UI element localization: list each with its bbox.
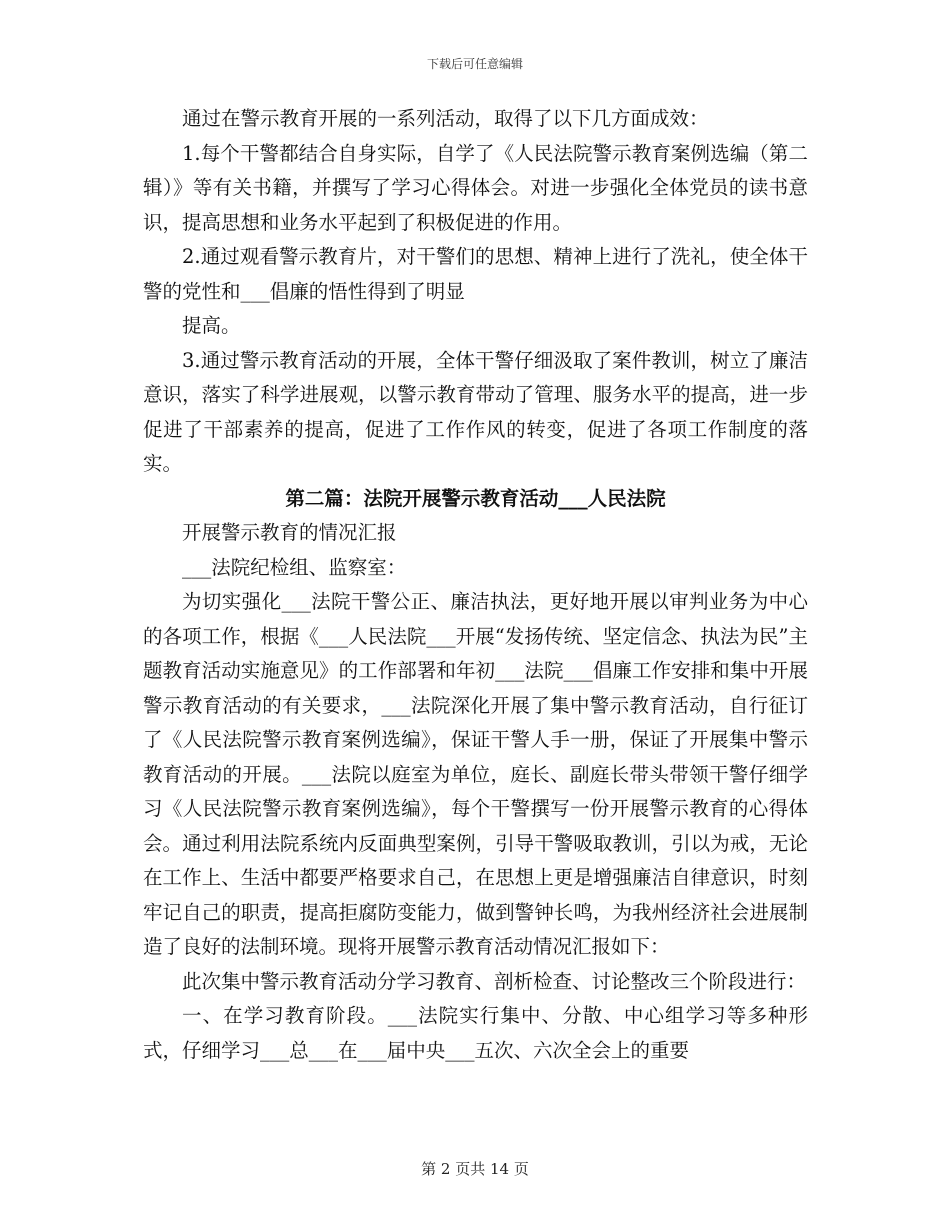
paragraph-report-title: 开展警示教育的情况汇报	[182, 521, 397, 544]
paragraph-stage-1: 一、在学习教育阶段。___法院实行集中、分散、中心组学习等多种形式，仔细学习___总___在___届中央___五次、六次全会上的重要	[143, 1004, 808, 1062]
paragraph-recipient: ___法院纪检组、监察室：	[182, 555, 407, 579]
section-heading: 第二篇：法院开展警示教育活动___人民法院	[285, 486, 666, 510]
paragraph-item-2-continued: 提高。	[182, 314, 241, 337]
paragraph-report-body: 为切实强化___法院干警公正、廉洁执法，更好地开展以审判业务为中心的各项工作，根据《___人民法院___开展“发扬传统、坚定信念、执法为民”主题教育活动实施意见》的工作部署和年初___法院___倡廉工作安排和集中开展警示教育活动的有关要求，___法院深化开展了集中警示教育活动，自行征订了《人民法院警示教育案例选编》，保证干警人手一册，保证了开展集中警示教育活动的开展。___法院以庭室为单位，庭长、副庭长带头带领干警仔细学习《人民法院警示教育案例选编》，每个干警撰写一份开展警示教育的心得体会。通过利用法院系统内反面典型案例，引导干警吸取教训，引以为戒，无论在工作上、生活中都要严格要求自己，在思想上更是增强廉洁自律意识，时刻牢记自己的职责，提高拒腐防变能力，做到警钟长鸣，为我州经济社会进展制造了良好的法制环境。现将开展警示教育活动情况汇报如下：	[143, 590, 808, 958]
page-footer: 第 2 页共 14 页	[421, 1160, 529, 1178]
paragraph-item-1: 1.每个干警都结合自身实际，自学了《人民法院警示教育案例选编（第二辑）》等有关书籍，并撰写了学习心得体会。对进一步强化全体党员的读书意识，提高思想和业务水平起到了积极促进的作用。	[143, 141, 808, 234]
paragraph-item-3: 3.通过警示教育活动的开展，全体干警仔细汲取了案件教训，树立了廉洁意识，落实了科学进展观，以警示教育带动了管理、服务水平的提高，进一步促进了干部素养的提高，促进了工作作风的转变，促进了各项工作制度的落实。	[143, 348, 808, 475]
page-header: 下载后可任意编辑	[426, 57, 523, 71]
paragraph-stages: 此次集中警示教育活动分学习教育、剖析检查、讨论整改三个阶段进行：	[182, 969, 807, 993]
document-body	[143, 102, 808, 1068]
paragraph-summary-intro: 通过在警示教育开展的一系列活动，取得了以下几方面成效：	[182, 107, 709, 130]
paragraph-item-2: 2.通过观看警示教育片，对干警们的思想、精神上进行了洗礼，使全体干警的党性和___倡廉的悟性得到了明显	[143, 245, 808, 303]
